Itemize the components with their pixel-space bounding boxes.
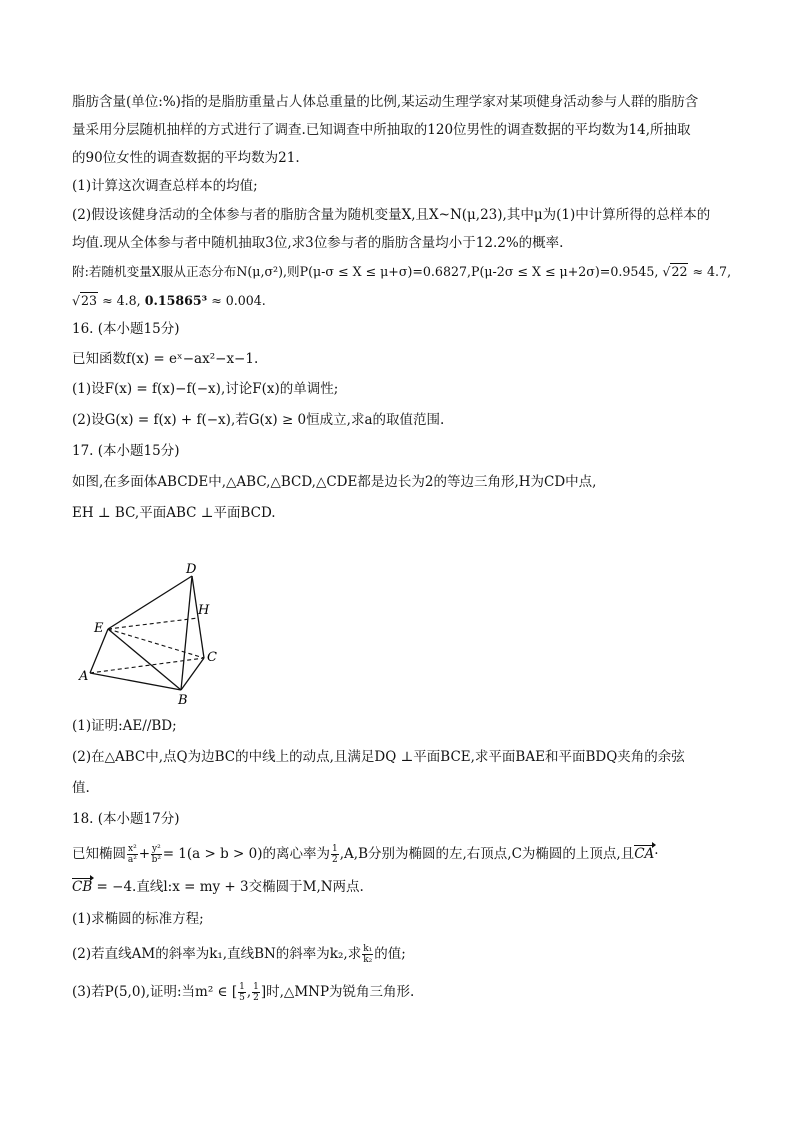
fraction-one-half [252,982,260,1003]
fraction-m1-denominator: 5 [239,993,245,1003]
label-C: C [207,650,217,665]
p15-note-power: 0.15865³ [144,293,208,308]
p17-heading: 17. (本小题15分) [72,443,180,459]
p18-question2 [72,944,406,965]
p18-plus: + [138,846,150,862]
p18-q2-text-b: 的值; [374,946,406,962]
edge-BC [181,658,204,690]
p18-question3 [72,982,414,1003]
p15-note-text3: ≈ 4.8, [102,293,141,308]
edge-EB [108,629,181,690]
p15-note-text4: ≈ 0.004. [211,293,266,308]
p18-stem-line1 [72,844,659,865]
label-B: B [178,693,188,706]
sqrt-23-radicand: 23 [81,293,98,308]
label-A: A [79,669,89,684]
fraction-e-denominator: 2 [332,855,338,865]
p15-intro-line2: 量采用分层随机抽样的方式进行了调查.已知调查中所抽取的120位男性的调查数据的平均数为14,所抽取 [72,122,691,138]
edge-AB [90,673,181,690]
edge-DB [181,576,192,690]
p17-question2-line1: (2)在△ABC中,点Q为边BC的中线上的动点,且满足DQ ⊥平面BCE,求平面BAE和平面BDQ夹角的余弦 [72,749,685,765]
p18-stem-line2 [72,877,364,897]
polyhedron-figure [78,562,228,706]
fraction-k1-numerator: k₁ [363,944,373,954]
edge-EH-dashed [108,618,198,629]
fraction-y2-b2 [151,844,162,865]
p16-stem: 已知函数f(x) = eˣ−ax²−x−1. [72,351,259,367]
label-E: E [94,621,104,636]
fraction-a2-denominator: a² [127,855,137,865]
p18-stem-text-a: 已知椭圆 [72,846,126,862]
sqrt-22-radicand: 22 [671,264,688,279]
vector-CA: CA [634,846,655,862]
p16-question1: (1)设F(x) = f(x)−f(−x),讨论F(x)的单调性; [72,381,339,397]
p15-note-line1 [72,262,731,282]
sqrt-22: √22 [662,264,688,279]
p18-dot: · [654,846,659,862]
fraction-k2-denominator: k₂ [363,955,373,965]
fraction-m2-denominator: 2 [253,993,259,1003]
p15-note-text2: ≈ 4.7, [692,264,732,279]
p18-question1: (1)求椭圆的标准方程; [72,911,204,927]
p18-q3-comma: , [246,984,252,1000]
fraction-eccentricity [331,844,339,865]
label-H: H [198,603,210,618]
fraction-m1-numerator: 1 [239,982,245,992]
fraction-x2-numerator: x² [128,844,137,854]
p16-question2: (2)设G(x) = f(x) + f(−x),若G(x) ≥ 0恒成立,求a的取值范围. [72,412,445,428]
fraction-m2-numerator: 1 [253,982,259,992]
fraction-x2-a2 [127,844,138,865]
p18-q2-text-a: (2)若直线AM的斜率为k₁,直线BN的斜率为k₂,求 [72,946,362,962]
p18-q3-text-a: (3)若P(5,0),证明:当m² ∈ [ [72,984,238,1000]
fraction-e-numerator: 1 [332,844,338,854]
p15-intro-line1: 脂肪含量(单位:%)指的是脂肪重量占人体总重量的比例,某运动生理学家对某项健身活动参与人群的脂肪含 [72,94,699,110]
sqrt-23: √23 [72,293,98,308]
p15-question1: (1)计算这次调查总样本的均值; [72,178,258,194]
p15-note-text1: 附:若随机变量X服从正态分布N(μ,σ²),则P(μ-σ ≤ X ≤ μ+σ)=0.6827,P(μ-2σ ≤ X ≤ μ+2σ)=0.9545, [72,264,659,279]
fraction-b2-denominator: b² [151,855,162,865]
fraction-y2-numerator: y² [152,844,161,854]
p17-stem-line2: EH ⊥ BC,平面ABC ⊥平面BCD. [72,505,276,521]
edge-AC-dashed [90,658,204,673]
fraction-one-fifth [238,982,246,1003]
edge-EC-dashed [108,629,204,658]
p18-heading: 18. (本小题17分) [72,811,180,827]
p16-heading: 16. (本小题15分) [72,321,180,337]
vector-CB: CB [72,879,93,895]
p15-question2-line2: 均值.现从全体参与者中随机抽取3位,求3位参与者的脂肪含量均小于12.2%的概率. [72,235,564,251]
p18-stem-text-d: = −4.直线l:x = my + 3交椭圆于M,N两点. [96,879,364,895]
edge-DE [108,576,192,629]
p18-stem-text-b: = 1(a > b > 0)的离心率为 [162,846,330,862]
p17-question2-line2: 值. [72,780,90,796]
p18-q3-text-b: ]时,△MNP为锐角三角形. [260,984,415,1000]
p17-question1: (1)证明:AE//BD; [72,718,177,734]
p15-question2-line1: (2)假设该健身活动的全体参与者的脂肪含量为随机变量X,且X~N(μ,23),其中μ为(1)中计算所得的总样本的 [72,207,711,223]
p18-stem-text-c: ,A,B分别为椭圆的左,右顶点,C为椭圆的上顶点,且 [339,846,635,862]
p15-intro-line3: 的90位女性的调查数据的平均数为21. [72,150,300,166]
p15-note-line2 [72,291,266,311]
label-D: D [186,562,197,577]
p17-stem-line1: 如图,在多面体ABCDE中,△ABC,△BCD,△CDE都是边长为2的等边三角形,H为CD中点, [72,474,597,490]
fraction-k1-k2 [362,944,373,965]
